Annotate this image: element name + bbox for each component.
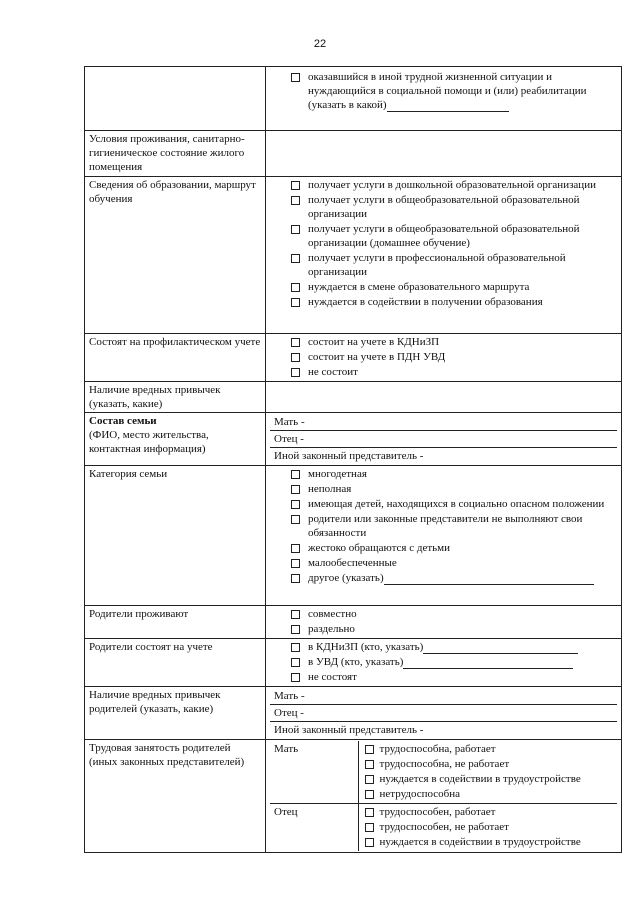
checkbox-icon[interactable] (291, 225, 300, 234)
checkbox-icon[interactable] (291, 559, 300, 568)
option-text: раздельно (308, 623, 355, 635)
checkbox-icon[interactable] (365, 775, 374, 784)
option-text: не состоят (308, 671, 357, 683)
checkbox-icon[interactable] (365, 808, 374, 817)
checkbox-icon[interactable] (365, 823, 374, 832)
checkbox-icon[interactable] (291, 610, 300, 619)
checkbox-icon[interactable] (291, 625, 300, 634)
employment-label: Трудовая занятость родителей (иных законных представителей) (85, 740, 266, 853)
checkbox-icon[interactable] (365, 745, 374, 754)
option-text: родители или законные представители не выполняют свои обязанности (308, 513, 583, 539)
option-text: получает услуги в общеобразовательной образовательной организации (308, 194, 580, 220)
checkbox-icon[interactable] (291, 283, 300, 292)
living-conditions-value[interactable] (266, 131, 622, 177)
option-text: нуждается в смене образовательного маршрута (308, 281, 530, 293)
parent-habits-guardian-line[interactable]: Иной законный представитель - (274, 724, 424, 736)
checkbox-icon[interactable] (365, 760, 374, 769)
row-parent-bad-habits (85, 687, 622, 740)
option-text: многодетная (308, 468, 367, 480)
option-text: другое (указать) (308, 571, 594, 585)
row-family-category (85, 466, 622, 606)
registration-label: Состоят на профилактическом учете (85, 334, 266, 382)
family-guardian-line[interactable]: Иной законный представитель - (274, 450, 424, 462)
checkbox-icon[interactable] (291, 181, 300, 190)
checkbox-icon[interactable] (291, 485, 300, 494)
option-text: трудоспособна, не работает (379, 758, 510, 770)
option-text: состоит на учете в ПДН УВД (308, 351, 446, 363)
option-text: получает услуги в профессиональной образовательной организации (308, 252, 566, 278)
family-label-bold: Состав семьи (89, 415, 157, 427)
option-text: оказавшийся в иной трудной жизненной ситуации и нуждающийся в социальной помощи и (или) реабилитации (указать в какой) (308, 71, 587, 111)
checkbox-icon[interactable] (291, 515, 300, 524)
parents-live-label: Родители проживают (85, 606, 266, 639)
option-text: нуждается в содействии в трудоустройстве (379, 836, 581, 848)
family-category-label: Категория семьи (85, 466, 266, 606)
option-text: нуждается в содействии в получении образования (308, 296, 543, 308)
checkbox-icon[interactable] (365, 790, 374, 799)
option-text: неполная (308, 483, 352, 495)
option-text: совместно (308, 608, 357, 620)
row-bad-habits (85, 382, 622, 413)
parent-habits-mother-line[interactable]: Мать - (270, 688, 617, 705)
option-text: получает услуги в общеобразовательной образовательной организации (домашнее обучение) (308, 223, 580, 249)
checkbox-icon[interactable] (291, 500, 300, 509)
checkbox-icon[interactable] (291, 470, 300, 479)
checkbox-icon[interactable] (291, 368, 300, 377)
row-living-conditions (85, 131, 622, 177)
bad-habits-value[interactable] (266, 382, 622, 413)
checkbox-icon[interactable] (365, 838, 374, 847)
living-conditions-label: Условия проживания, санитарно-гигиеническое состояние жилого помещения (85, 131, 266, 177)
parent-habits-label: Наличие вредных привычек родителей (указать, какие) (85, 687, 266, 740)
family-label-rest: (ФИО, место жительства, контактная информация) (89, 429, 209, 455)
checkbox-icon[interactable] (291, 298, 300, 307)
checkbox-icon[interactable] (291, 658, 300, 667)
option-text: состоит на учете в КДНиЗП (308, 336, 440, 348)
option-text: нуждается в содействии в трудоустройстве (379, 773, 581, 785)
checkbox-icon[interactable] (291, 574, 300, 583)
row-hardship (85, 67, 622, 131)
checkbox-icon[interactable] (291, 254, 300, 263)
row-preventive-registration (85, 334, 622, 382)
parents-registered-label: Родители состоят на учете (85, 639, 266, 687)
row-parents-live (85, 606, 622, 639)
education-label: Сведения об образовании, маршрут обучения (85, 177, 266, 334)
option-text: не состоит (308, 366, 358, 378)
option-text: трудоспособна, работает (379, 743, 496, 755)
option-text: трудоспособен, работает (379, 806, 496, 818)
checkbox-icon[interactable] (291, 673, 300, 682)
checkbox-icon[interactable] (291, 196, 300, 205)
checkbox-icon[interactable] (291, 73, 300, 82)
employment-mother-label: Мать (270, 741, 358, 804)
social-passport-table (84, 66, 622, 853)
checkbox-icon[interactable] (291, 643, 300, 652)
option-text: получает услуги в дошкольной образовательной организации (308, 179, 596, 191)
option-text: трудоспособен, не работает (379, 821, 509, 833)
option-text: нетрудоспособна (379, 788, 461, 800)
option-text: в КДНиЗП (кто, указать) (308, 640, 578, 654)
checkbox-icon[interactable] (291, 338, 300, 347)
option-text: имеющая детей, находящихся в социально опасном положении (308, 498, 605, 510)
row-education (85, 177, 622, 334)
checkbox-icon[interactable] (291, 353, 300, 362)
cell-label (85, 67, 266, 131)
page-number: 22 (313, 38, 327, 50)
row-parent-employment (85, 740, 622, 853)
option-text: жестоко обращаются с детьми (308, 542, 451, 554)
bad-habits-label: Наличие вредных привычек (указать, какие) (85, 382, 266, 413)
option-text: в УВД (кто, указать) (308, 655, 573, 669)
row-parents-registered (85, 639, 622, 687)
checkbox-icon[interactable] (291, 544, 300, 553)
family-mother-line[interactable]: Мать - (270, 414, 617, 431)
option-text: малообеспеченные (308, 557, 397, 569)
parent-habits-father-line[interactable]: Отец - (270, 705, 617, 722)
employment-father-label: Отец (270, 804, 358, 852)
row-family-composition (85, 413, 622, 466)
family-father-line[interactable]: Отец - (270, 431, 617, 448)
